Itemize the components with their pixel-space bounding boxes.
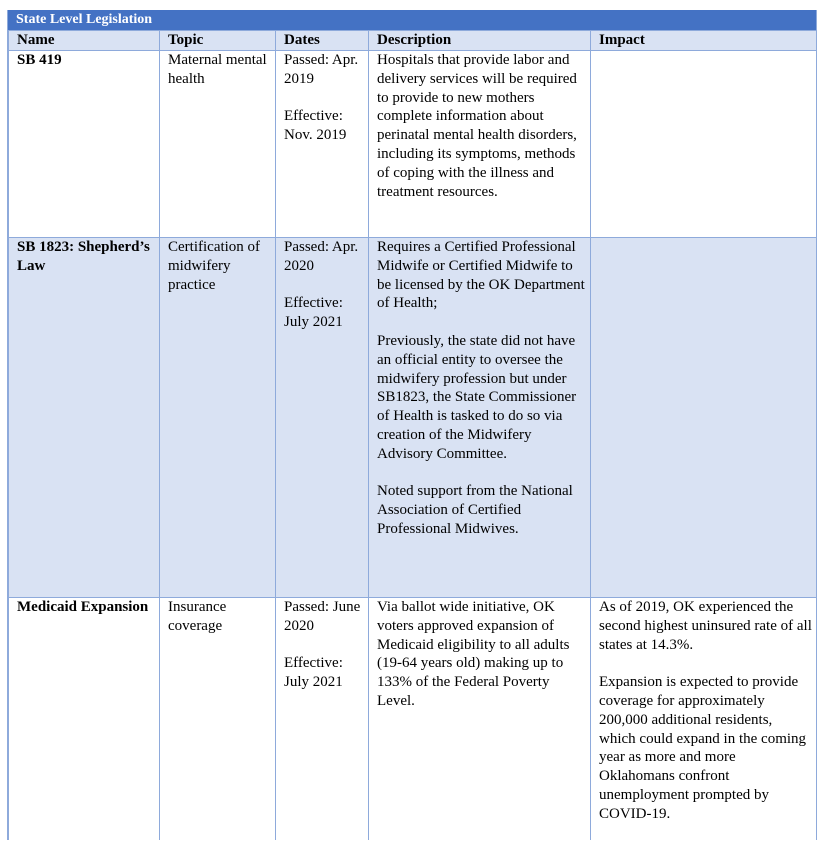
header-name: Name: [9, 31, 160, 51]
description-paragraph: Hospitals that provide labor and delivery services will be required to provide to new mothers complete information about perinatal mental health disorders, including its symptoms, methods of coping with the illness and treatment resources.: [377, 52, 577, 200]
impact-paragraph: Expansion is expected to provide coverage for approximately 200,000 additional residents, which could expand in the coming year as more and more Oklahomans confront unemployment prompted by COVID-19.: [599, 674, 807, 822]
dates-passed: Passed: Apr. 2019: [284, 52, 359, 87]
row-dates: [276, 238, 369, 598]
header-topic: Topic: [160, 31, 276, 51]
description-paragraph: Previously, the state did not have an official entity to oversee the midwifery profession but under SB1823, the State Commissioner of Health is tasked to do so via creation of the Midwifery Advisory Committee.: [377, 332, 577, 462]
row-topic: Certification of midwifery practice: [160, 238, 276, 598]
impact-paragraph: As of 2019, OK experienced the second highest uninsured rate of all states at 14.3%.: [599, 599, 812, 653]
description-paragraph: Via ballot wide initiative, OK voters approved expansion of Medicaid eligibility to all adults (19-64 years old) making up to 133% of the Federal Poverty Level.: [377, 599, 570, 709]
table-row: [9, 598, 817, 841]
row-impact: [591, 238, 817, 598]
row-dates: [276, 598, 369, 841]
row-description: [369, 238, 591, 598]
table-row: [9, 51, 817, 238]
row-impact: [591, 51, 817, 238]
table-title: State Level Legislation: [8, 10, 816, 30]
dates-effective: Effective: July 2021: [284, 295, 343, 331]
legislation-table: [7, 10, 817, 840]
row-name: SB 1823: Shepherd’s Law: [9, 238, 160, 598]
table-row: [9, 238, 817, 598]
row-name: Medicaid Expansion: [9, 598, 160, 841]
row-description: [369, 51, 591, 238]
row-name: SB 419: [9, 51, 160, 238]
description-paragraph: Requires a Certified Professional Midwife or Certified Midwife to be licensed by the OK Department of Health;: [377, 239, 585, 312]
row-impact: [591, 598, 817, 841]
description-paragraph: Noted support from the National Association of Certified Professional Midwives.: [377, 483, 573, 537]
header-dates: Dates: [276, 31, 369, 51]
dates-passed: Passed: Apr. 2020: [284, 239, 359, 274]
row-topic: Insurance coverage: [160, 598, 276, 841]
dates-effective: Effective: July 2021: [284, 655, 343, 691]
row-description: [369, 598, 591, 841]
header-impact: Impact: [591, 31, 817, 51]
row-topic: Maternal mental health: [160, 51, 276, 238]
header-row: [9, 31, 817, 51]
dates-effective: Effective: Nov. 2019: [284, 108, 347, 144]
dates-passed: Passed: June 2020: [284, 599, 361, 634]
legislation-grid: [8, 30, 817, 840]
row-dates: [276, 51, 369, 238]
header-description: Description: [369, 31, 591, 51]
